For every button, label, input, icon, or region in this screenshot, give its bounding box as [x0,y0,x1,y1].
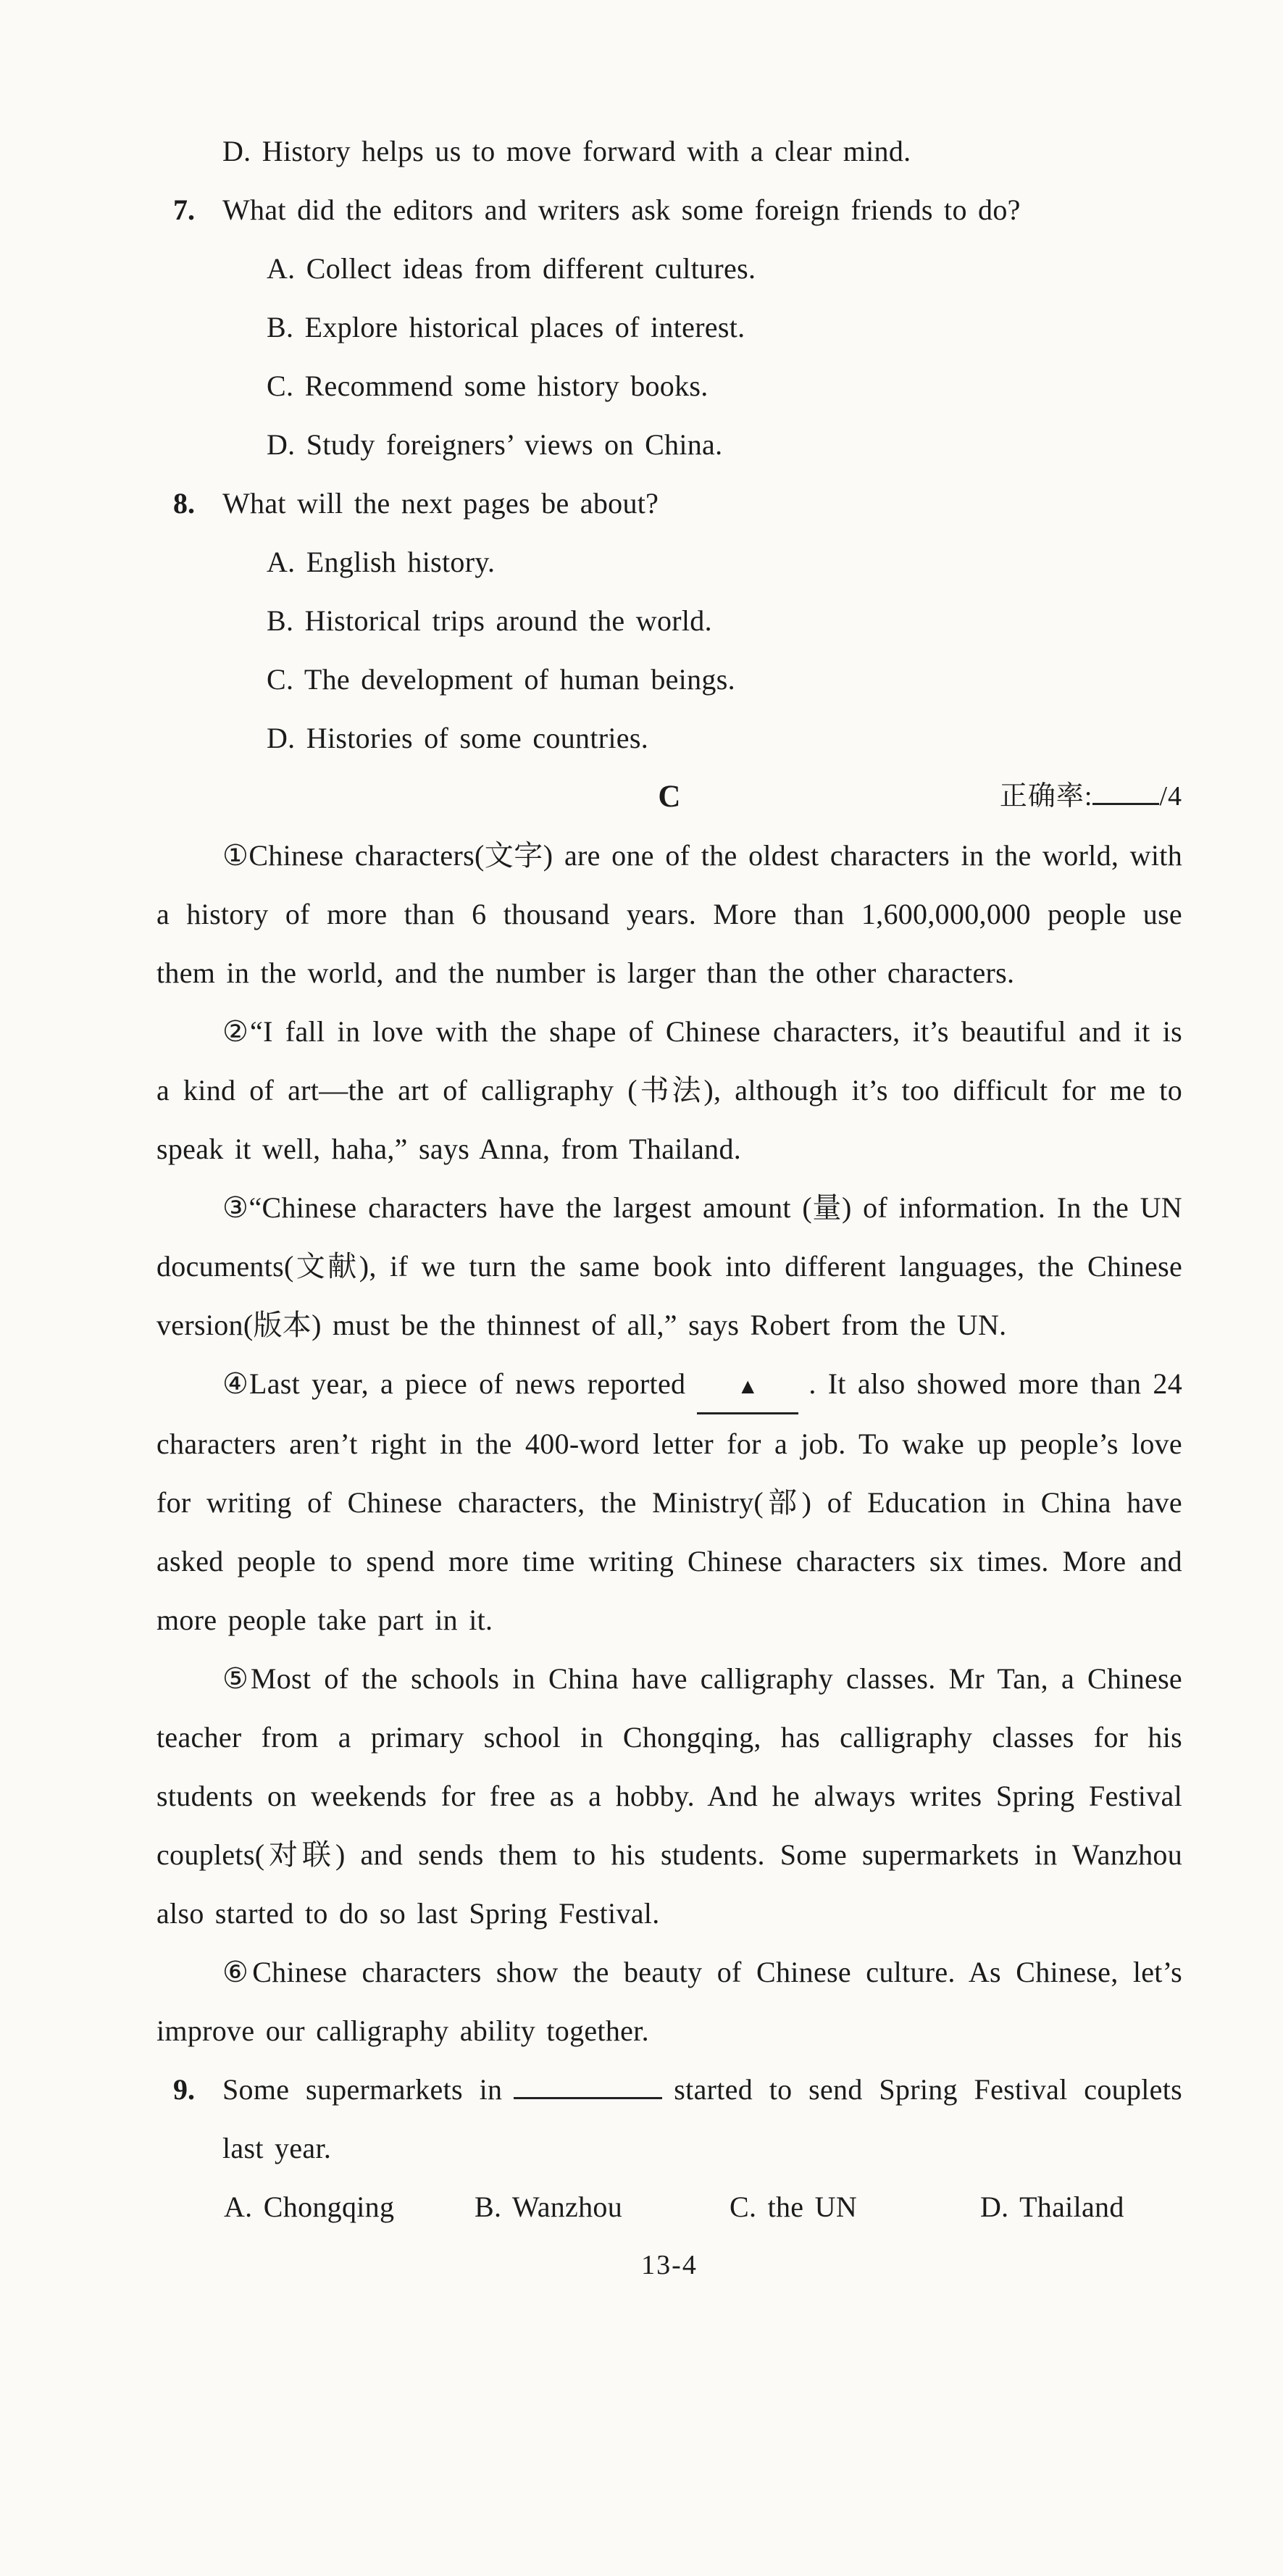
triangle-answer-blank: ▲ [697,1362,798,1414]
question-7-option-c: C. Recommend some history books. [267,370,709,402]
question-9-number: 9. [173,2073,195,2106]
question-9-text-after: started to send Spring Festival couplets last year. [222,2073,1182,2164]
question-8-number: 8. [173,487,195,520]
question-7-option-d: D. Study foreigners’ views on China. [267,428,723,461]
section-c-header [156,767,1182,826]
question-9 [156,2060,1182,2177]
page-number: 13-4 [641,2250,698,2280]
question-7-text: What did the editors and writers ask some foreign friends to do? [222,193,1021,226]
question-9-option-a: A. Chongqing [224,2191,395,2223]
accuracy-label [1000,767,1182,826]
accuracy-blank [1092,778,1159,805]
question-8-option-b: B. Historical trips around the world. [267,604,712,637]
question-8-option-a: A. English history. [267,546,496,578]
question-9-options-row [224,2177,1182,2236]
section-title: C [658,780,681,814]
question-8-option-d: D. Histories of some countries. [267,722,648,754]
question-7-option-a: A. Collect ideas from different cultures. [267,252,756,285]
question-7-option-b: B. Explore historical places of interest. [267,311,745,343]
fill-in-blank [514,2071,662,2099]
passage-paragraph-6: ⑥Chinese characters show the beauty of Chinese culture. As Chinese, let’s improve our calligraphy ability together. [156,1956,1182,2047]
accuracy-suffix: /4 [1159,781,1182,812]
paragraph-4-before-blank: ④Last year, a piece of news reported [222,1367,686,1400]
question-9-option-c: C. the UN [730,2191,858,2223]
question-9-text-before: Some supermarkets in [222,2073,503,2106]
question-9-option-b: B. Wanzhou [475,2191,623,2223]
question-8-option-c: C. The development of human beings. [267,663,735,696]
paragraph-4-after-blank: . It also showed more than 24 characters aren’t right in the 400-word letter for a job. To wake up people’s love for writing of Chinese characters, the Ministry(部) of Education in China have asked people to spend more time writing Chinese characters six times. More and more people take part in it. [156,1367,1182,1636]
passage-paragraph-3: ③“Chinese characters have the largest amount (量) of information. In the UN documents(文献), if we turn the same book into different languages, the Chinese version(版本) must be the thinnest of all,” says Robert from the UN. [156,1191,1182,1341]
question-7 [156,180,1182,239]
accuracy-prefix: 正确率: [999,781,1093,812]
question-8 [156,474,1182,533]
passage-paragraph-2: ②“I fall in love with the shape of Chinese characters, it’s beautiful and it is a kind of art—the art of calligraphy (书法), although it’s too difficult for me to speak it well, haha,” says Anna, from Thailand. [156,1015,1182,1165]
passage-paragraph-1: ①Chinese characters(文字) are one of the oldest characters in the world, with a history of more than 6 thousand years. More than 1,600,000,000 people use them in the world, and the number is larger than the other characters. [156,839,1182,989]
question-9-option-d: D. Thailand [980,2191,1124,2223]
passage-paragraph-4 [156,1354,1182,1649]
question-8-text: What will the next pages be about? [222,487,659,520]
option-d-previous-question: D. History helps us to move forward with a clear mind. [222,135,911,167]
question-7-number: 7. [173,193,195,226]
passage-paragraph-5: ⑤Most of the schools in China have calligraphy classes. Mr Tan, a Chinese teacher from a primary school in Chongqing, has calligraphy classes for his students on weekends for free as a hobby. And he always writes Spring Festival couplets(对联) and sends them to his students. Some supermarkets in Wanzhou also started to do so last Spring Festival. [156,1662,1182,1930]
